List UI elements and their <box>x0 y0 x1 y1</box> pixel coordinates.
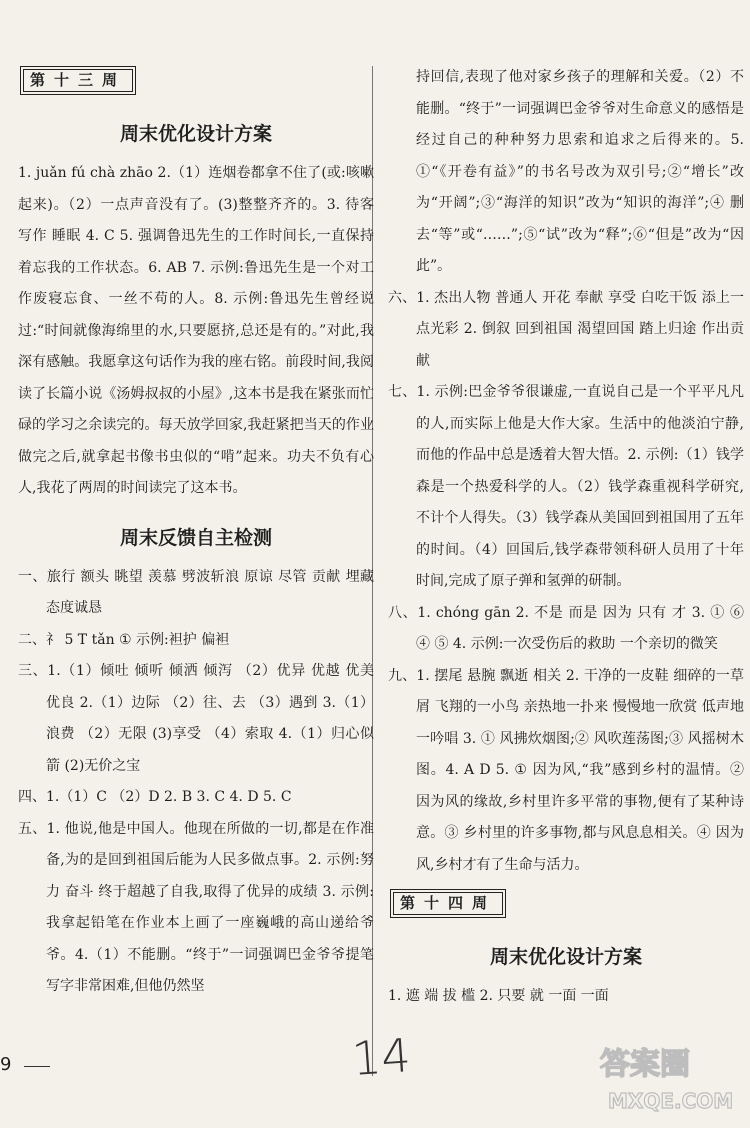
week-label-text: 第十四周 <box>393 892 503 915</box>
answer-item-4: 四、1.（1）C （2）D 2. B 3. C 4. D 5. C <box>18 789 292 805</box>
section-title-optimization: 周末优化设计方案 <box>119 123 272 145</box>
answer-continuation: 持回信,表现了他对家乡孩子的理解和关爱。（2）不能删。“终于”一词强调巴金爷爷对生命意义的感悟是经过自己的种种努力思索和追求之后得来的。5. ①“《开卷有益》”的书名号改为双引号;②“增长”改为“开阔”;③“海洋的知识”改为“知识的海洋”;④ 删去“等”或“……”;⑤“试”改为“释”;⑥“但是”改为“因此”。 <box>416 69 744 274</box>
week-label-text: 第十三周 <box>23 69 133 92</box>
right-column <box>388 62 744 1013</box>
footer-dash <box>24 1066 50 1067</box>
section-title-optimization-2: 周末优化设计方案 <box>489 946 642 968</box>
week-label-14 <box>390 889 506 918</box>
page-number: 9 <box>0 1054 12 1075</box>
answer-item-9: 九、1. 摆尾 悬腕 飘逝 相关 2. 干净的一皮鞋 细碎的一草屑 飞翔的一小鸟 亲热地一扑来 慢慢地一欣赏 低声地一吟唱 3. ① 风拂炊烟图;② 风吹莲荡图;③ 风摇树木图。4. A D 5. ① 因为风,“我”感到乡村的温情。② 因为风的缘故,乡村里许多平常的事物,便有了某种诗意。③ 乡村里的许多事物,都与风息息相关。④ 因为风,乡村才有了生命与活力。 <box>388 667 744 873</box>
answer-item-7: 七、1. 示例:巴金爷爷很谦虚,一直说自己是一个平平凡凡的人,而实际上他是大作大家。生活中的他淡泊宁静,而他的作品中总是透着大智大悟。2. 示例:（1）钱学森是一个热爱科学的人。（2）钱学森重视科学研究,不计个人得失。（3）钱学森从美国回到祖国用了五年的时间。（4）回国后,钱学森带领科研人员用了十年时间,完成了原子弹和氢弹的研制。 <box>388 384 744 589</box>
week-label-13 <box>20 66 136 95</box>
answer-item-5: 五、1. 他说,他是中国人。他现在所做的一切,都是在作准备,为的是回到祖国后能为人民多做点事。2. 示例:努力 奋斗 终于超越了自我,取得了优异的成绩 3. 示例:我拿起铅笔在作业本上画了一座巍峨的高山递给爷爷。4.（1）不能删。“终于”一词强调巴金爷爷提笔写字非常困难,但他仍然坚 <box>18 820 374 994</box>
answer-paragraph: 1. juǎn fú chà zhāo 2.（1）连烟卷都拿不住了(或:咳嗽起来)。（2）一点声音没有了。(3)整整齐齐的。3. 待客 写作 睡眠 4. C 5. 强调鲁迅先生的工作时间长,一直保持着忘我的工作状态。6. AB 7. 示例:鲁迅先生是一个对工作废寝忘食、一丝不苟的人。8. 示例:鲁迅先生曾经说过:“时间就像海绵里的水,只要愿挤,总还是有的。”对此,我深有感触。我愿拿这句话作为我的座右铭。前段时间,我阅读了长篇小说《汤姆叔叔的小屋》,这本书是我在紧张而忙碌的学习之余读完的。每天放学回家,我赶紧把当天的作业做完之后,就拿起书像书虫似的“啃”起来。功夫不负有心人,我花了两周的时间读完了这本书。 <box>18 165 374 496</box>
handwritten-page-mark: 14 <box>350 1028 413 1086</box>
answer-item-6: 六、1. 杰出人物 普通人 开花 奉献 享受 白吃干饭 添上一点光彩 2. 倒叙 回到祖国 渴望回国 踏上归途 作出贡献 <box>388 289 744 369</box>
answer-item-1: 一、旅行 额头 眺望 羡慕 劈波斩浪 原谅 尽管 贡献 埋藏 态度诚恳 <box>18 568 374 616</box>
left-column <box>18 66 374 1003</box>
answer-last-line: 1. 遮 端 拔 槛 2. 只要 就 一面 一面 <box>388 988 609 1004</box>
watermark-logo <box>594 1040 744 1120</box>
section-title-feedback: 周末反馈自主检测 <box>119 526 272 549</box>
answer-item-3: 三、1.（1）倾吐 倾听 倾洒 倾泻 （2）优异 优越 优美 优良 2.（1）边际 （2）往、去 （3）遇到 3.（1）浪费 （2）无限 (3)享受 （4）索取 4.（1）归心似箭 (2)无价之宝 <box>18 663 374 774</box>
watermark-text-en: MXQE.COM <box>608 1089 734 1113</box>
answer-item-2: 二、礻 5 T tǎn ① 示例:袒护 偏袒 <box>18 631 230 648</box>
answer-item-8: 八、1. chóng gān 2. 不是 而是 因为 只有 才 3. ① ⑥ ④ ⑤ 4. 示例:一次受伤后的救助 一个亲切的微笑 <box>388 604 744 652</box>
watermark-text-cn: 答案圈 <box>600 1047 690 1082</box>
